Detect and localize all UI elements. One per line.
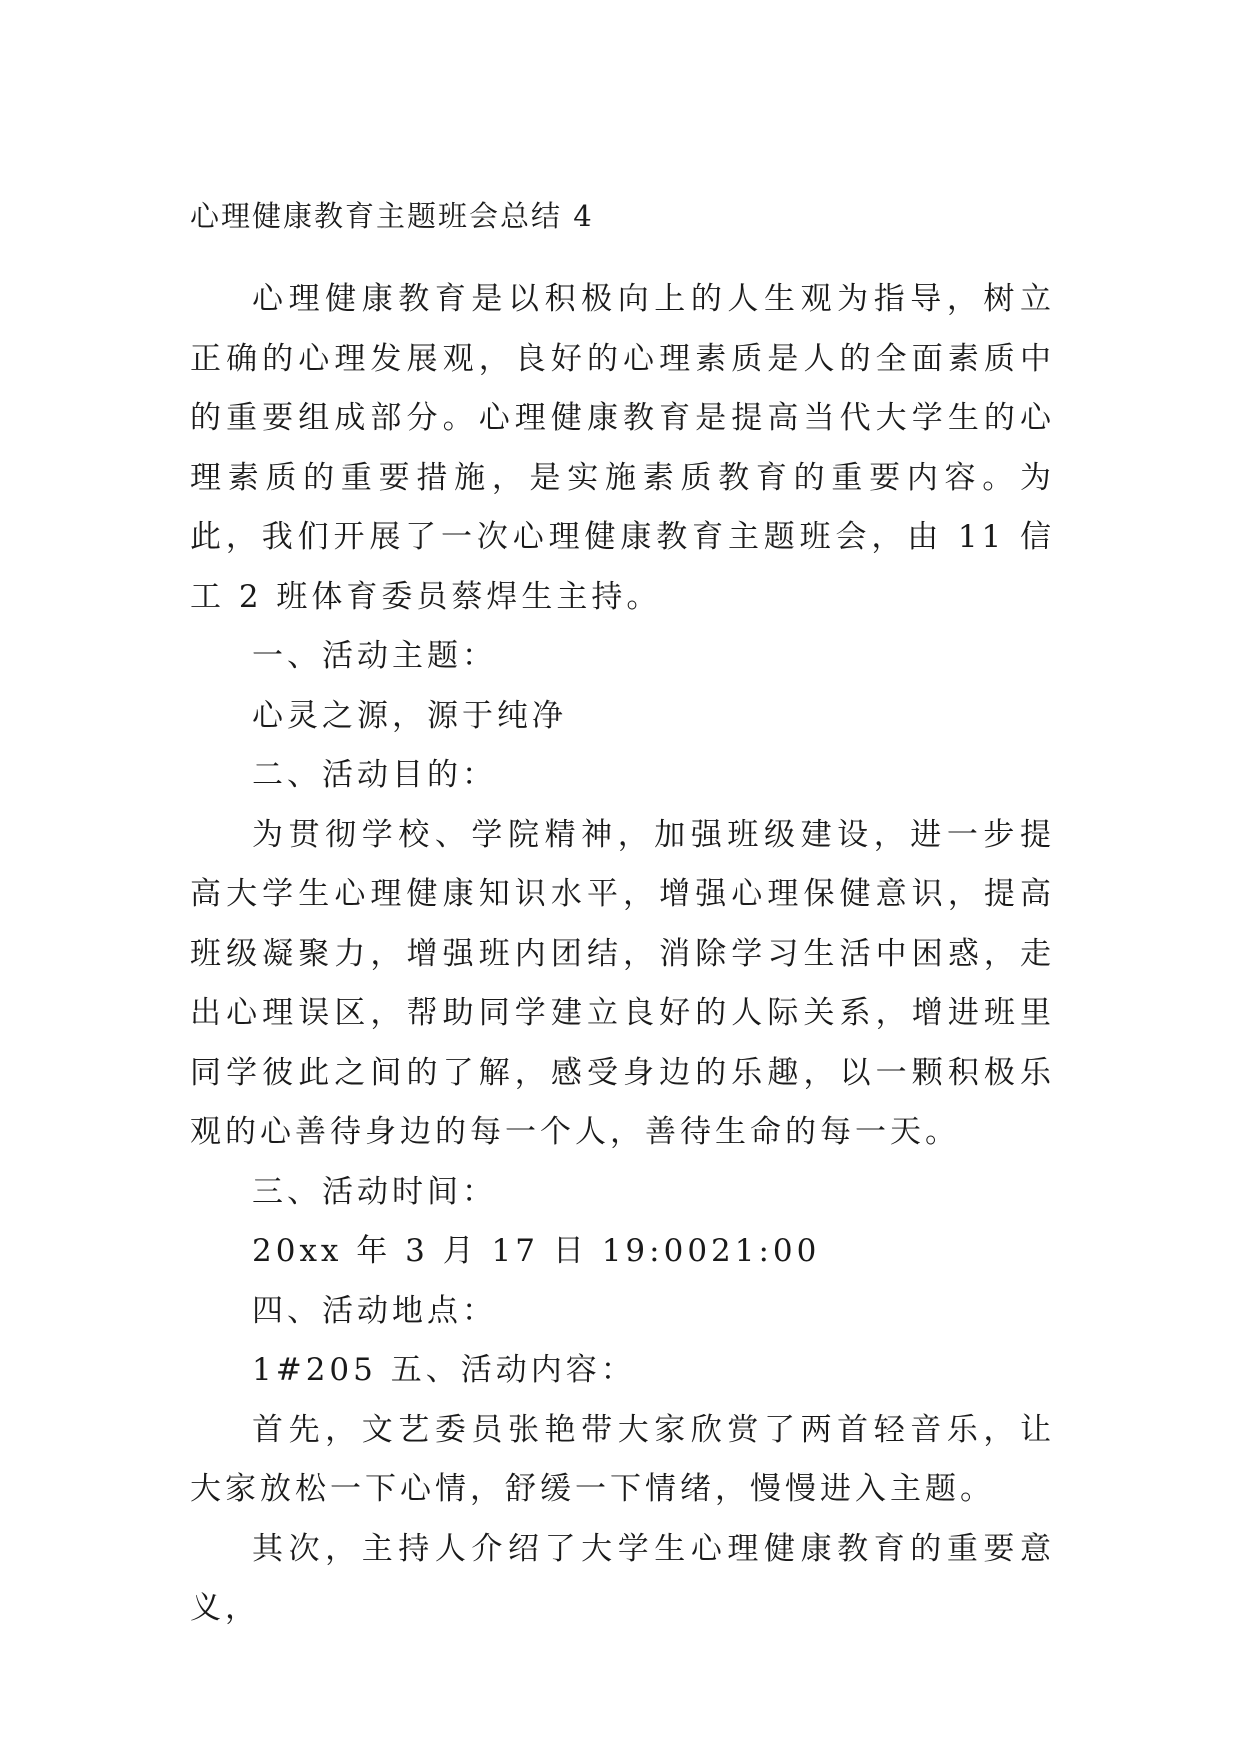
paragraph-intro: 心理健康教育是以积极向上的人生观为指导，树立正确的心理发展观，良好的心理素质是人的全面素质中的重要组成部分。心理健康教育是提高当代大学生的心理素质的重要措施，是实施素质教育的重要内容。为此，我们开展了一次心理健康教育主题班会，由 11 信工 2 班体育委员蔡焊生主持。 (190, 281, 1055, 615)
paragraph-activity-location: 1#205 五、活动内容： (252, 1352, 636, 1388)
document-title: 心理健康教育主题班会总结 4 (190, 199, 594, 233)
heading-activity-location: 四、活动地点： (252, 1292, 497, 1329)
paragraph-activity-theme: 心灵之源，源于纯净 (252, 697, 567, 734)
paragraph-activity-content-1: 首先，文艺委员张艳带大家欣赏了两首轻音乐，让大家放松一下心情，舒缓一下情绪，慢慢进入主题。 (190, 1411, 1055, 1507)
paragraph-activity-content-2: 其次，主持人介绍了大学生心理健康教育的重要意义， (190, 1530, 1055, 1626)
document-body (190, 270, 1055, 1639)
heading-activity-purpose: 二、活动目的： (252, 757, 497, 793)
paragraph-activity-time: 20xx 年 3 月 17 日 19:0021:00 (252, 1233, 821, 1269)
heading-activity-time: 三、活动时间： (252, 1173, 497, 1210)
heading-activity-theme: 一、活动主题： (252, 638, 497, 674)
paragraph-activity-purpose: 为贯彻学校、学院精神，加强班级建设，进一步提高大学生心理健康知识水平，增强心理保健意识，提高班级凝聚力，增强班内团结，消除学习生活中困惑，走出心理误区，帮助同学建立良好的人际关系，增进班里同学彼此之间的了解，感受身边的乐趣，以一颗积极乐观的心善待身边的每一个人，善待生命的每一天。 (190, 816, 1055, 1150)
